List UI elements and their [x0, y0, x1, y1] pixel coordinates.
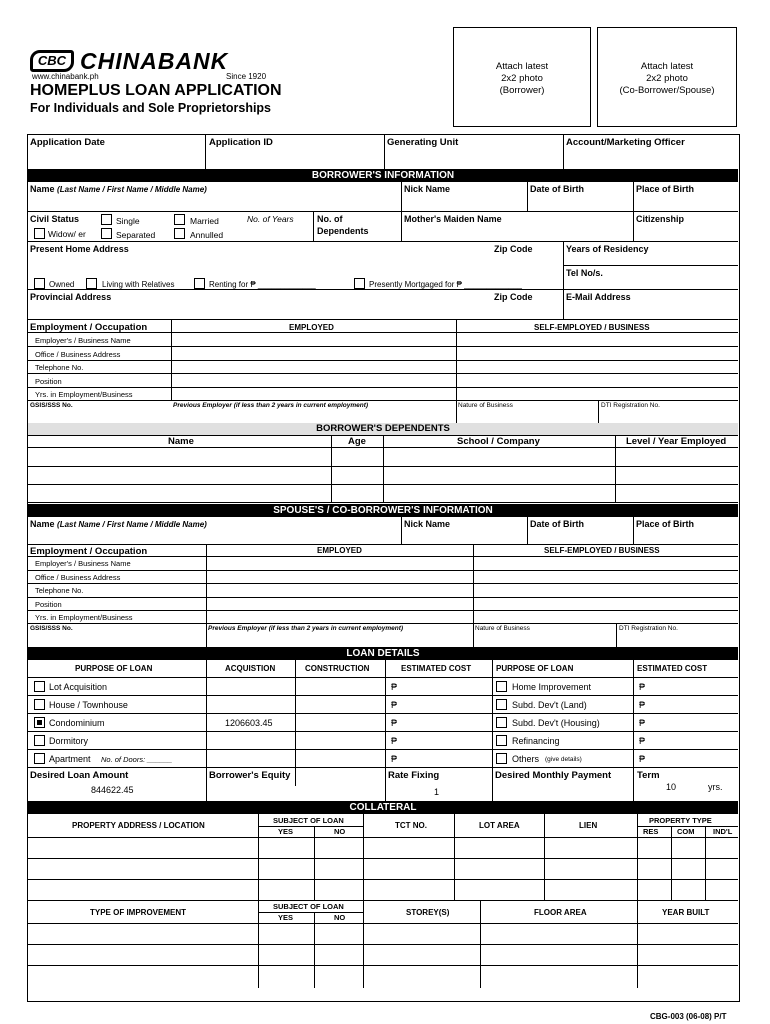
years-employment-row: Yrs. in Employment/Business: [35, 390, 133, 399]
present-address-label: Present Home Address: [30, 244, 129, 254]
term-label: Term: [637, 770, 660, 781]
zip-code-label: Zip Code: [494, 244, 533, 254]
nick-name-label: Nick Name: [404, 184, 451, 194]
currency-symbol: ₱: [639, 682, 646, 692]
spouse-pob-label: Place of Birth: [636, 519, 695, 529]
dti-label: DTI Registration No.: [601, 402, 660, 409]
apartment-label: Apartment: [49, 754, 91, 764]
self-employed-header: SELF-EMPLOYED / BUSINESS: [534, 323, 650, 332]
com-header: COM: [677, 827, 695, 836]
currency-symbol: ₱: [639, 718, 646, 728]
currency-symbol: ₱: [391, 754, 398, 764]
currency-symbol: ₱: [391, 736, 398, 746]
account-officer-label: Account/Marketing Officer: [566, 137, 685, 148]
type-improvement-header: TYPE OF IMPROVEMENT: [90, 908, 187, 917]
separated-label: Separated: [116, 230, 156, 240]
dependents-section-title: BORROWER'S DEPENDENTS: [316, 423, 450, 434]
condominium-label: Condominium: [49, 718, 105, 728]
currency-symbol: ₱: [639, 700, 646, 710]
employed-header: EMPLOYED: [289, 323, 334, 332]
property-type-header: PROPERTY TYPE: [649, 816, 712, 825]
estimated-cost-header: ESTIMATED COST: [401, 664, 472, 673]
subd-housing-checkbox[interactable]: [496, 717, 507, 728]
dependent-school-header: School / Company: [457, 436, 540, 447]
logo-name: CHINABANK: [80, 48, 229, 74]
living-relatives-checkbox[interactable]: [86, 278, 97, 289]
pob-label: Place of Birth: [636, 184, 695, 194]
lot-area-header: LOT AREA: [479, 821, 520, 830]
storeys-header: STOREY(S): [406, 908, 450, 917]
loan-section-title: LOAN DETAILS: [28, 647, 738, 660]
mortgaged-checkbox[interactable]: [354, 278, 365, 289]
name-label: Name (Last Name / First Name / Middle Name): [30, 184, 207, 194]
loan-application-form: Application Date Application ID Generating Unit Account/Marketing Officer BORROWER'S INFORMATION Name (Last Name / First Name / Middle Name) Nick Name Date of Birth Place of Birth Civil Status Single Married No. of Years No. of Dependents Mother's Maiden Name Citizenship Widow/ er Separated Annulled Present Home Address Zip Code Years of Residency Tel No/s. Owned Living with Relatives Renting for ₱ _____________ Presently Mortgaged for ₱ _____________ Provincial Address Zip Code E-Mail Address Employment / Occupation EMPLOYED SELF-EMPLOYED / BUSINESS Employer's / Business Name Office / Business Address Telephone No. Position Yrs. in Employment/Business GSIS/SSS No. Previous Employer (if less than 2 years in current employment) Nature of Business DTI Registration No. BORROWER'S DEPENDENTS Name Age School / Company Level / Year Employed SPOUSE'S / CO-BORROWER'S INFORMATION Name (Last Name / First Name / Middle Name) Nick Name Date of Birth Place of Birth Employment / Occupation EMPLOYED SELF-EMPLOYED / BUSINESS Employer's / Business Name Office / Business Address Telephone No. Position Yrs. in Employment/Business GSIS/SSS No. Previous Employer (if less than 2 years in current employment) Nature of Business DTI Registration No. LOAN DETAILS PURPOSE OF LOAN ACQUISTION CONSTRUCTION ESTIMATED COST PURPOSE OF LOAN ESTIMATED COST Lot Acquisition House / Townhouse Condominium 1206603.45 Dormitory Apartment No. of Doors: ______ ₱ ₱ ₱ ₱ ₱ ₱ ₱ ₱ ₱ ₱ Home Improvement Subd. Dev't (Land) Subd. Dev't (Housing) Refinancing Others (give details) Desired Loan Amount 844622.45 Borrower's Equity Rate Fixing 1 Desired Monthly Payment Term 10 yrs. COLLATERAL PROPERTY ADDRESS / LOCATION SUBJECT OF LOAN YES NO TCT NO. LOT AREA LIEN PROPERTY TYPE RES COM IND'L TYPE OF IMPROVEMENT SUBJECT OF LOAN YES NO STOREY(S) FLOOR AREA YEAR BUILT: [27, 134, 740, 1002]
married-checkbox[interactable]: [174, 214, 185, 225]
spouse-gsis-label: GSIS/SSS No.: [30, 625, 73, 632]
form-code: CBG-003 (06-08) P/T: [650, 1012, 727, 1021]
desired-loan-amount-value: 844622.45: [91, 785, 134, 795]
subject-of-loan-2-header: SUBJECT OF LOAN: [273, 902, 344, 911]
logo-mark: CBC: [30, 50, 74, 72]
others-label: Others: [512, 754, 540, 764]
subd-land-label: Subd. Dev't (Land): [512, 700, 587, 710]
employment-header: Employment / Occupation: [30, 322, 148, 333]
condominium-checkbox[interactable]: [34, 717, 45, 728]
application-date-label: Application Date: [30, 137, 105, 148]
no-header: NO: [334, 827, 346, 836]
spouse-employer-name-row: Employer's / Business Name: [35, 559, 131, 568]
spouse-nature-business-label: Nature of Business: [475, 625, 530, 632]
currency-symbol: ₱: [391, 682, 398, 692]
spouse-years-employment-row: Yrs. in Employment/Business: [35, 613, 133, 622]
estimated-cost-2-header: ESTIMATED COST: [637, 664, 708, 673]
separated-checkbox[interactable]: [101, 228, 112, 239]
yes-2-header: YES: [278, 913, 294, 922]
dormitory-checkbox[interactable]: [34, 735, 45, 746]
others-checkbox[interactable]: [496, 753, 507, 764]
home-improvement-checkbox[interactable]: [496, 681, 507, 692]
spouse-dob-label: Date of Birth: [530, 519, 584, 529]
house-townhouse-checkbox[interactable]: [34, 699, 45, 710]
gsis-label: GSIS/SSS No.: [30, 402, 73, 409]
form-title: HOMEPLUS LOAN APPLICATION: [30, 82, 282, 99]
spouse-dti-label: DTI Registration No.: [619, 625, 678, 632]
home-improvement-label: Home Improvement: [512, 682, 592, 692]
desired-loan-amount-label: Desired Loan Amount: [30, 770, 129, 781]
website: www.chinabank.ph: [32, 72, 99, 81]
zip-code-2-label: Zip Code: [494, 292, 533, 302]
no-of-doors-label: No. of Doors: ______: [101, 755, 173, 764]
purpose-header: PURPOSE OF LOAN: [75, 664, 153, 673]
refinancing-label: Refinancing: [512, 736, 560, 746]
currency-symbol: ₱: [639, 736, 646, 746]
currency-symbol: ₱: [391, 700, 398, 710]
spouse-employment-header: Employment / Occupation: [30, 546, 148, 557]
civil-status-label: Civil Status: [30, 214, 80, 224]
application-id-label: Application ID: [209, 137, 273, 148]
annulled-label: Annulled: [190, 230, 224, 240]
subject-of-loan-header: SUBJECT OF LOAN: [273, 816, 344, 825]
mothers-maiden-name-label: Mother's Maiden Name: [404, 214, 502, 224]
borrowers-equity-label: Borrower's Equity: [209, 770, 291, 781]
year-built-header: YEAR BUILT: [662, 908, 710, 917]
dob-label: Date of Birth: [530, 184, 584, 194]
employer-name-row: Employer's / Business Name: [35, 336, 131, 345]
spouse-nick-name-label: Nick Name: [404, 519, 451, 529]
spouse-office-address-row: Office / Business Address: [35, 573, 121, 582]
spouse-employed-header: EMPLOYED: [317, 546, 362, 555]
photo-box-borrower: Attach latest 2x2 photo (Borrower): [453, 27, 591, 127]
renting-checkbox[interactable]: [194, 278, 205, 289]
apartment-checkbox[interactable]: [34, 753, 45, 764]
spouse-name-label: Name (Last Name / First Name / Middle Name): [30, 519, 207, 529]
yes-header: YES: [278, 827, 294, 836]
owned-checkbox[interactable]: [34, 278, 45, 289]
spouse-previous-employer-label: Previous Employer (if less than 2 years in current employment): [208, 625, 404, 632]
form-subtitle: For Individuals and Sole Proprietorships: [30, 101, 272, 115]
office-address-row: Office / Business Address: [35, 350, 121, 359]
telephone-row: Telephone No.: [35, 363, 84, 372]
annulled-checkbox[interactable]: [174, 228, 185, 239]
citizenship-label: Citizenship: [636, 214, 685, 224]
lot-acquisition-label: Lot Acquisition: [49, 682, 108, 692]
spouse-telephone-row: Telephone No.: [35, 586, 84, 595]
provincial-address-label: Provincial Address: [30, 292, 112, 302]
dependent-level-header: Level / Year Employed: [626, 436, 727, 447]
email-label: E-Mail Address: [566, 292, 631, 302]
single-checkbox[interactable]: [101, 214, 112, 225]
generating-unit-label: Generating Unit: [387, 137, 459, 148]
floor-area-header: FLOOR AREA: [534, 908, 587, 917]
term-unit: yrs.: [708, 782, 723, 792]
lien-header: LIEN: [579, 821, 598, 830]
construction-header: CONSTRUCTION: [305, 664, 370, 673]
photo-box-coborrower: Attach latest 2x2 photo (Co-Borrower/Spouse): [597, 27, 737, 127]
no-2-header: NO: [334, 913, 346, 922]
subd-land-checkbox[interactable]: [496, 699, 507, 710]
previous-employer-label: Previous Employer (if less than 2 years in current employment): [173, 402, 369, 409]
res-header: RES: [643, 827, 659, 836]
spouse-position-row: Position: [35, 600, 62, 609]
spouse-self-employed-header: SELF-EMPLOYED / BUSINESS: [544, 546, 660, 555]
currency-symbol: ₱: [391, 718, 398, 728]
house-townhouse-label: House / Townhouse: [49, 700, 128, 710]
acquisition-header: ACQUISTION: [225, 664, 276, 673]
give-details-label: (give details): [545, 756, 582, 763]
renting-label: Renting for ₱ _____________: [209, 280, 316, 289]
refinancing-checkbox[interactable]: [496, 735, 507, 746]
widower-label: Widow/ er: [48, 229, 86, 239]
dormitory-label: Dormitory: [49, 736, 89, 746]
collateral-section-title: COLLATERAL: [28, 801, 738, 814]
borrower-section-title: BORROWER'S INFORMATION: [28, 169, 738, 182]
spouse-section-title: SPOUSE'S / CO-BORROWER'S INFORMATION: [28, 504, 738, 517]
dependent-name-header: Name: [168, 436, 194, 447]
lot-acquisition-checkbox[interactable]: [34, 681, 45, 692]
no-of-years-label: No. of Years: [247, 214, 294, 224]
living-relatives-label: Living with Relatives: [102, 280, 175, 289]
rate-fixing-value: 1: [434, 787, 440, 797]
desired-monthly-payment-label: Desired Monthly Payment: [495, 770, 612, 781]
rate-fixing-label: Rate Fixing: [388, 770, 440, 781]
subd-housing-label: Subd. Dev't (Housing): [512, 718, 600, 728]
term-value: 10: [666, 782, 677, 792]
no-of-dependents-label: No. of: [317, 214, 343, 224]
purpose-2-header: PURPOSE OF LOAN: [496, 664, 574, 673]
mortgaged-label: Presently Mortgaged for ₱ _____________: [369, 280, 522, 289]
indl-header: IND'L: [713, 827, 733, 836]
currency-symbol: ₱: [639, 754, 646, 764]
owned-label: Owned: [49, 280, 75, 289]
chinabank-logo: [30, 50, 270, 80]
since-label: Since 1920: [226, 72, 267, 81]
nature-business-label: Nature of Business: [458, 402, 513, 409]
dependent-age-header: Age: [348, 436, 366, 447]
tct-no-header: TCT NO.: [395, 821, 427, 830]
condominium-acquisition-value: 1206603.45: [225, 718, 273, 728]
single-label: Single: [116, 216, 140, 226]
widower-checkbox[interactable]: [34, 228, 45, 239]
married-label: Married: [190, 216, 219, 226]
position-row: Position: [35, 377, 62, 386]
property-address-header: PROPERTY ADDRESS / LOCATION: [72, 821, 205, 830]
years-residency-label: Years of Residency: [566, 244, 649, 254]
tel-nos-label: Tel No/s.: [566, 268, 603, 278]
